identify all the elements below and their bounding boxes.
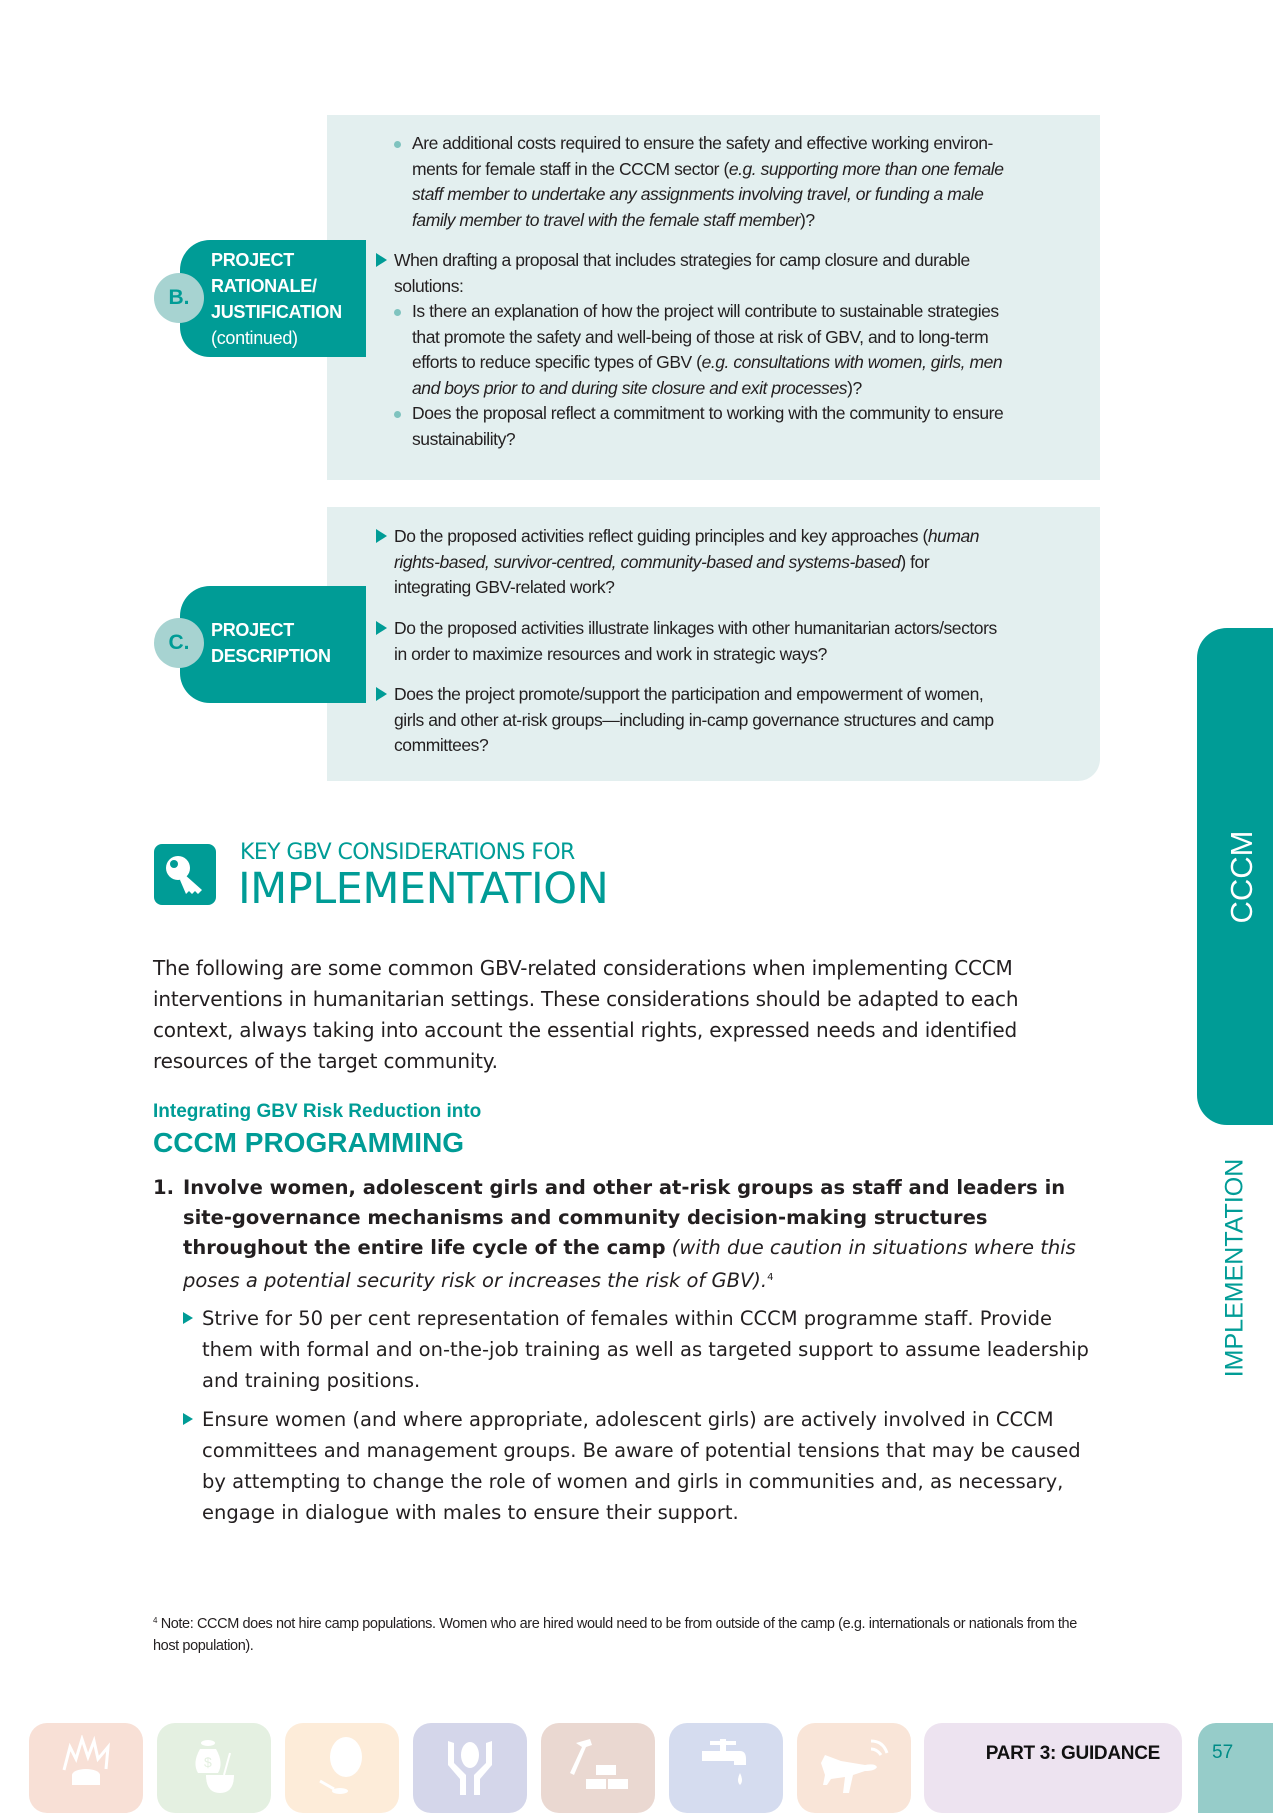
text-line xyxy=(412,157,1092,183)
text-span: )? xyxy=(800,209,815,230)
section-b-letter-badge: B. xyxy=(154,273,204,323)
section-c-point-participation xyxy=(394,682,1094,759)
sub-bullet-female-representation xyxy=(202,1303,1102,1396)
subheading-title: CCCM PROGRAMMING xyxy=(153,1127,465,1158)
triangle-bullet-icon xyxy=(376,253,387,267)
text-line: that promote the safety and well-being of those at risk of GBV, and to long-term xyxy=(412,326,989,347)
footnote-text: Note: CCCM does not hire camp populations. Women who are hired would need to be from outside of the camp (e.g. internationals or nationals from the host population). xyxy=(153,1616,1077,1654)
italic-span: staff member to undertake any assignments involving travel, or funding a male xyxy=(412,184,984,204)
text-line: sustainability? xyxy=(412,428,516,449)
italic-span: e.g. supporting more than one female xyxy=(728,158,1004,179)
intro-paragraph: The following are some common GBV-related considerations when implementing CCCM interventions in humanitarian settings. These considerations should be adapted to each context, always taking into account the essential rights, expressed needs and identified resources of the target community. xyxy=(153,956,1019,1073)
section-b-title xyxy=(211,247,342,351)
italic-span: human xyxy=(927,526,980,546)
hammer-bricks-icon xyxy=(568,1735,628,1795)
text-line: girls and other at-risk groups—including in-camp governance structures and camp xyxy=(394,709,994,730)
airplane-signal-icon xyxy=(819,1735,889,1795)
section-b-title-line: RATIONALE/ xyxy=(211,276,317,296)
text-span: efforts to reduce specific types of GBV ( xyxy=(412,352,702,372)
footnote xyxy=(153,1610,1083,1657)
text-line: Does the project promote/support the participation and empowerment of women, xyxy=(394,684,984,704)
bullet-dot-icon xyxy=(394,309,401,316)
footnote-reference: 4 xyxy=(767,1272,774,1283)
text-line: Does the proposal reflect a commitment to working with the community to ensure xyxy=(412,403,1004,423)
money-bag-food-icon xyxy=(184,1735,244,1795)
section-b-point-camp-closure xyxy=(394,248,1084,299)
point-bold-text: Involve women, adolescent girls and other at-risk groups as staff and leaders in site-governance mechanisms and community decision-making structures throughout the entire life cycle of the camp xyxy=(183,1176,1066,1259)
side-tab-implementation[interactable]: IMPLEMENTATION xyxy=(1220,1158,1249,1378)
section-b-bullet-community-commitment xyxy=(412,401,1102,452)
point-italic-text: (with due caution in situations where this poses a potential security risk or increases the risk of GBV). xyxy=(183,1236,1076,1292)
section-b-continued: (continued) xyxy=(211,328,298,348)
key-icon xyxy=(154,844,216,905)
triangle-bullet-icon xyxy=(376,687,387,701)
section-b-bullet-sustainable-strategies xyxy=(412,299,1102,401)
sub-bullet-text: Ensure women (and where appropriate, adolescent girls) are actively involved in CCCM committees and management groups. Be aware of potential tensions that may be caused by attempting to change the role of women and girls in communities and, as necessary, engage in dialogue with males to ensure their support. xyxy=(202,1408,1081,1524)
side-tab-cccm-label: CCCM xyxy=(1224,830,1259,923)
section-c-title xyxy=(211,617,331,669)
section-heading-small: KEY GBV CONSIDERATIONS FOR xyxy=(240,840,575,865)
water-tap-icon xyxy=(696,1735,756,1795)
triangle-bullet-icon xyxy=(183,1413,193,1425)
section-c-tab xyxy=(180,586,366,703)
text-span: Do the proposed activities reflect guiding principles and key approaches ( xyxy=(394,526,928,546)
text-line: in order to maximize resources and work in strategic ways? xyxy=(394,643,827,664)
point-text xyxy=(183,1173,1103,1296)
hands-protection-icon xyxy=(440,1735,500,1795)
italic-span: and boys prior to and during site closure and exit processes xyxy=(412,377,848,398)
section-c-letter-badge: C. xyxy=(154,618,204,668)
text-span: ) for xyxy=(900,551,930,572)
section-b-tab xyxy=(180,240,366,357)
text-line: solutions: xyxy=(394,275,464,296)
subheading-small: Integrating GBV Risk Reduction into xyxy=(153,1101,482,1122)
text-span: )? xyxy=(847,377,862,398)
bullet-dot-icon xyxy=(394,141,401,148)
text-line: Do the proposed activities illustrate linkages with other humanitarian actors/sectors xyxy=(394,618,997,638)
sub-bullet-committees xyxy=(202,1404,1102,1528)
point-number: 1. xyxy=(153,1176,174,1199)
section-c-title-line: DESCRIPTION xyxy=(211,646,331,666)
text-line: committees? xyxy=(394,735,489,755)
child-feeding-icon xyxy=(312,1735,372,1795)
text-line: When drafting a proposal that includes strategies for camp closure and durable xyxy=(394,250,970,270)
section-b-bullet-additional-costs xyxy=(412,131,1092,233)
triangle-bullet-icon xyxy=(376,621,387,635)
footnote-number: 4 xyxy=(153,1616,158,1625)
section-c-point-linkages xyxy=(394,616,1094,667)
text-line: integrating GBV-related work? xyxy=(394,577,615,597)
page-number: 57 xyxy=(1212,1742,1234,1763)
svg-text:$: $ xyxy=(204,1754,212,1770)
italic-span: rights-based, survivor-centred, community-based and systems-based xyxy=(394,551,901,572)
triangle-bullet-icon xyxy=(183,1312,193,1324)
section-heading-title: IMPLEMENTATION xyxy=(238,864,609,914)
section-b-title-line: JUSTIFICATION xyxy=(211,302,342,322)
explosion-icon xyxy=(56,1735,116,1790)
footer-part-label: PART 3: GUIDANCE xyxy=(985,1743,1160,1764)
side-tab-cccm[interactable] xyxy=(1197,628,1273,1125)
text-line: Are additional costs required to ensure the safety and effective working environ- xyxy=(412,133,993,153)
section-c-title-line: PROJECT xyxy=(211,620,294,640)
text-line: Is there an explanation of how the project will contribute to sustainable strategies xyxy=(412,301,999,321)
triangle-bullet-icon xyxy=(376,529,387,543)
numbered-point-1 xyxy=(153,1173,1103,1296)
text-span: ments for female staff in the CCCM sector ( xyxy=(412,158,729,179)
section-b-title-line: PROJECT xyxy=(211,250,294,270)
italic-span: family member to travel with the female staff member xyxy=(412,209,800,230)
section-c-point-guiding-principles xyxy=(394,524,1094,601)
italic-span: e.g. consultations with women, girls, men xyxy=(701,352,1003,372)
sub-bullet-text: Strive for 50 per cent representation of females within CCCM programme staff. Provide them with formal and on-the-job training as well as targeted support to assume leadership and training positions. xyxy=(202,1307,1089,1392)
bullet-dot-icon xyxy=(394,411,401,418)
